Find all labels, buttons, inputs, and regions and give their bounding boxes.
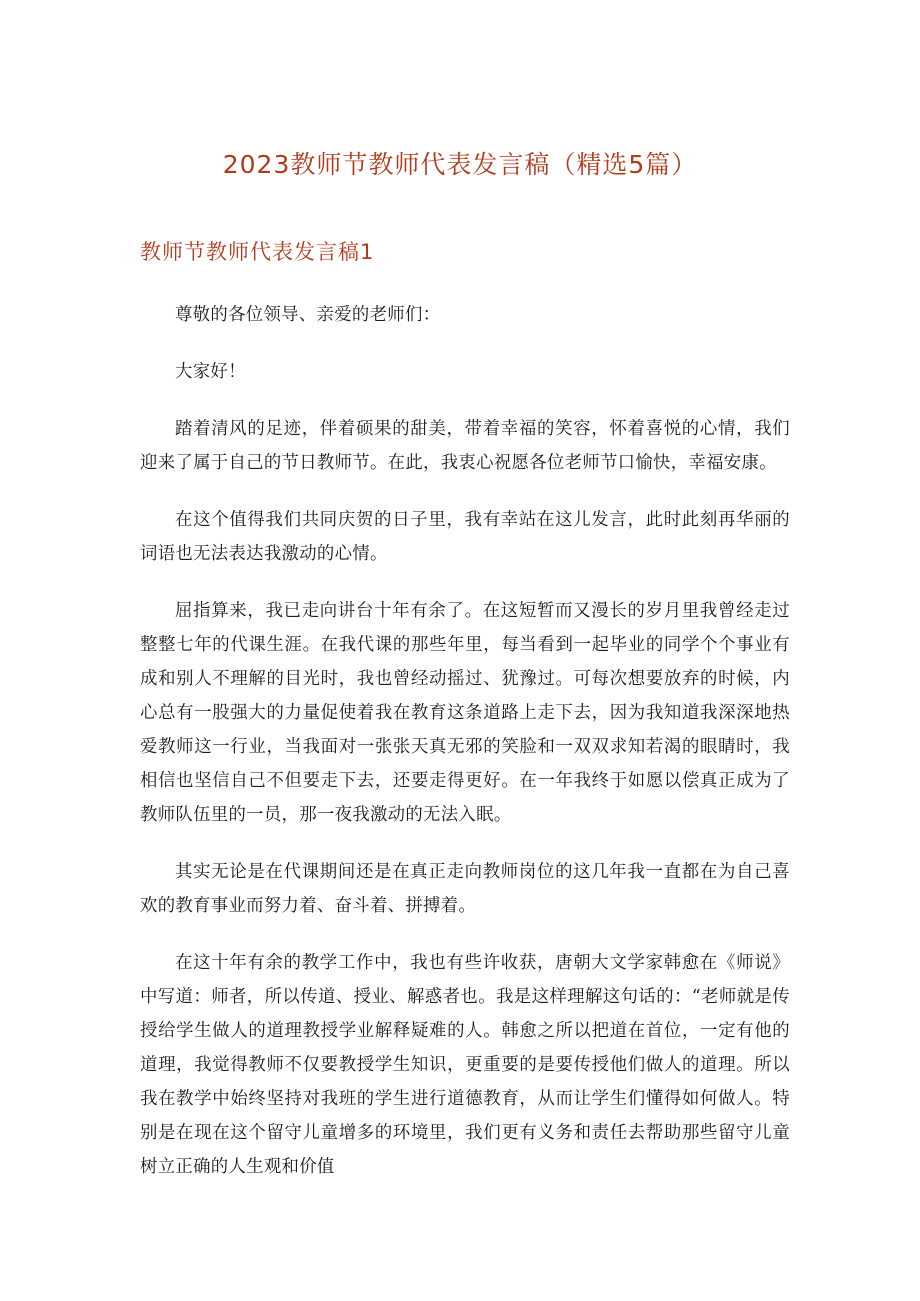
body-paragraph: 其实无论是在代课期间还是在真正走向教师岗位的这几年我一直都在为自己喜欢的教育事业而努力着、奋斗着、拼搏着。 [140,862,790,916]
document-title: 2023教师节教师代表发言稿（精选5篇） [222,150,698,179]
body-paragraph: 屈指算来，我已走向讲台十年有余了。在这短暂而又漫长的岁月里我曾经走过整整七年的代课生涯。在我代课的那些年里，每当看到一起毕业的同学个个事业有成和别人不理解的目光时，我也曾经动摇过、犹豫过。可每次想要放弃的时候，内心总有一股强大的力量促使着我在教育这条道路上走下去，因为我知道我深深地热爱教师这一行业，当我面对一张张天真无邪的笑脸和一双双求知若渴的眼睛时，我相信也坚信自己不但要走下去，还要走得更好。在一年我终于如愿以偿真正成为了教师队伍里的一员，那一夜我激动的无法入眠。 [140,601,790,825]
body-paragraph: 在这个值得我们共同庆贺的日子里，我有幸站在这儿发言，此时此刻再华丽的词语也无法表达我激动的心情。 [140,510,790,564]
section-heading: 教师节教师代表发言稿1 [140,240,375,264]
salutation-paragraph: 尊敬的各位领导、亲爱的老师们： [175,305,441,325]
document-body [140,298,790,1207]
body-paragraph: 踏着清风的足迹，伴着硕果的甜美，带着幸福的笑容，怀着喜悦的心情，我们迎来了属于自己的节日教师节。在此，我衷心祝愿各位老师节口愉快，幸福安康。 [140,419,790,473]
body-paragraph: 在这十年有余的教学工作中，我也有些许收获，唐朝大文学家韩愈在《师说》中写道：师者，所以传道、授业、解惑者也。我是这样理解这句话的：“老师就是传授给学生做人的道理教授学业解释疑难的人。韩愈之所以把道在首位，一定有他的道理，我觉得教师不仅要教授学生知识，更重要的是要传授他们做人的道理。所以我在教学中始终坚持对我班的学生进行道德教育，从而让学生们懂得如何做人。特别是在现在这个留守儿童增多的环境里，我们更有义务和责任去帮助那些留守儿童树立正确的人生观和价值 [140,953,790,1177]
greeting-paragraph: 大家好！ [175,362,246,382]
